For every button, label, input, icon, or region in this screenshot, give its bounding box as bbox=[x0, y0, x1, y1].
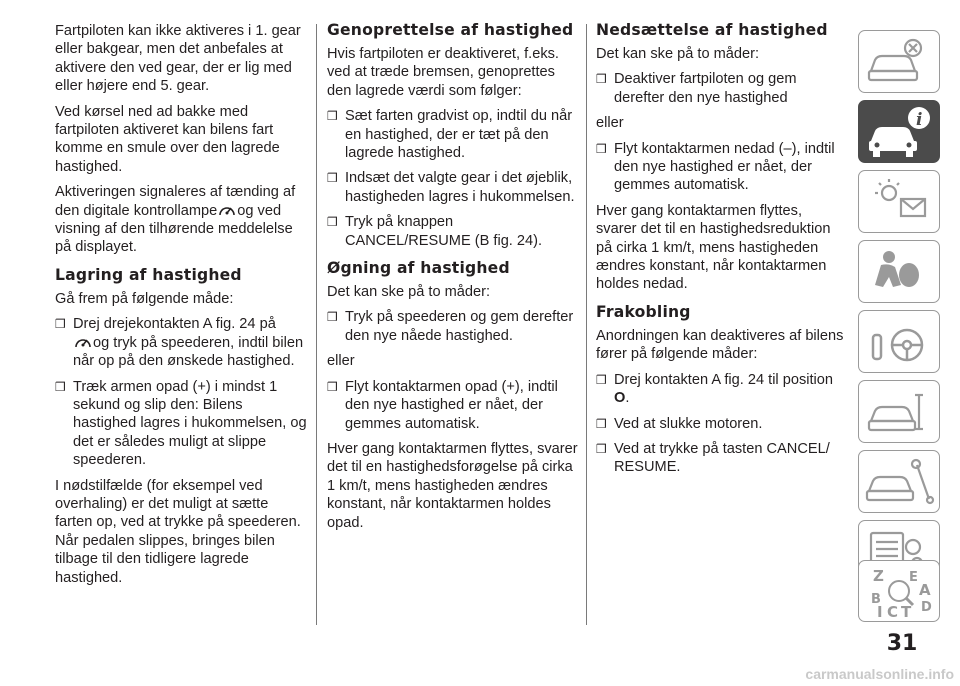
paragraph: eller bbox=[327, 353, 355, 370]
tab-maintenance[interactable] bbox=[858, 450, 940, 513]
bullet-item bbox=[596, 371, 846, 408]
checkbox-bullet-icon: ❒ bbox=[55, 317, 66, 332]
checkbox-bullet-icon: ❒ bbox=[596, 416, 607, 431]
bullet-item bbox=[327, 169, 579, 206]
text: Indsæt det valgte gear i det øjeblik, hastigheden lagres i hukommelsen. bbox=[345, 170, 575, 205]
svg-text:B: B bbox=[871, 592, 881, 607]
paragraph: Ved kørsel ned ad bakke med fartpiloten aktiveret kan bilens fart komme en smule over den lagrede hastighed. bbox=[55, 103, 280, 175]
tab-info[interactable] bbox=[858, 100, 940, 163]
text: Sæt farten gradvist op, indtil du når en hastighed, der er tæt på den lagrede hastighed. bbox=[345, 108, 573, 162]
column-2 bbox=[327, 22, 579, 539]
svg-text:I: I bbox=[877, 603, 883, 621]
tab-dashboard[interactable] bbox=[858, 30, 940, 93]
heading-genoprettelse: Genoprettelse af hastighed bbox=[327, 21, 574, 39]
text: Træk armen opad (+) i mindst 1 sekund og slip den: Bilens hastighed lagres i hukommelsen, og det er således muligt at slippe speederen. bbox=[73, 378, 307, 469]
text: Aktiveringen signaleres af tænding af den digitale kontrollampe bbox=[55, 184, 296, 219]
car-info-icon bbox=[859, 101, 941, 164]
text: Drej drejekontakten A fig. 24 på bbox=[73, 316, 276, 333]
tab-emergency[interactable] bbox=[858, 380, 940, 443]
tab-starting-driving[interactable] bbox=[858, 310, 940, 373]
svg-text:i: i bbox=[916, 110, 923, 130]
car-maintenance-icon bbox=[859, 451, 941, 514]
bullet-item bbox=[596, 440, 846, 477]
cruise-control-icon bbox=[73, 335, 93, 349]
column-3 bbox=[596, 22, 846, 484]
svg-text:D: D bbox=[921, 600, 932, 615]
heading-oegning: Øgning af hastighed bbox=[327, 259, 510, 278]
checkbox-bullet-icon: ❒ bbox=[327, 109, 338, 124]
text: Tryk på knappen CANCEL/RESUME (B fig. 24). bbox=[345, 214, 543, 249]
bullet-item bbox=[327, 378, 579, 433]
checkbox-bullet-icon: ❒ bbox=[596, 372, 607, 387]
heading-nedsaettelse: Nedsættelse af hastighed bbox=[596, 21, 828, 39]
column-divider bbox=[316, 24, 317, 625]
bullet-item bbox=[596, 140, 846, 195]
text: Flyt kontaktarmen nedad (–), indtil den nye hastighed er nået, der gemmes automatisk. bbox=[614, 140, 835, 194]
heading-lagring: Lagring af hastighed bbox=[55, 265, 242, 284]
paragraph: Hvis fartpiloten er deaktiveret, f.eks. ved at træde bremsen, genoprettes den lagrede værdi som følger: bbox=[327, 46, 559, 99]
checkbox-bullet-icon: ❒ bbox=[55, 379, 66, 394]
position-label: O bbox=[614, 390, 626, 407]
paragraph: Det kan ske på to måder: bbox=[596, 46, 760, 62]
svg-text:T: T bbox=[901, 603, 912, 621]
svg-text:C: C bbox=[887, 603, 899, 621]
light-warning-icon bbox=[859, 171, 941, 234]
paragraph: Fartpiloten kan ikke aktiveres i 1. gear eller bakgear, men det anbefales at aktivere den ved gear, der er lig med eller højere end 5. gear. bbox=[55, 23, 301, 95]
bullet-item bbox=[596, 415, 846, 433]
paragraph: Hver gang kontaktarmen flyttes, svarer det til en hastighedsforøgelse på cirka 1 km/t, mens hastigheden ændres konstant, når kontaktarmen holdes opad. bbox=[327, 440, 578, 531]
text: Ved at slukke motoren. bbox=[614, 415, 763, 432]
watermark: carmanualsonline.info bbox=[805, 666, 954, 682]
bullet-item bbox=[596, 70, 846, 107]
svg-text:A: A bbox=[919, 581, 931, 599]
steering-wheel-icon bbox=[859, 311, 941, 374]
paragraph: I nødstilfælde (for eksempel ved overhaling) er det muligt at sætte farten op, ved at trykke på speederen. Når pedalen slippes, bringes bilen tilbage til den tidligere lagrede hastighed. bbox=[55, 477, 301, 586]
checkbox-bullet-icon: ❒ bbox=[596, 441, 607, 456]
text: Flyt kontaktarmen opad (+), indtil den nye hastighed er nået, der gemmes automatisk. bbox=[345, 378, 558, 432]
bullet-item bbox=[327, 213, 579, 250]
car-dashboard-icon bbox=[859, 31, 941, 94]
paragraph bbox=[55, 183, 307, 257]
text: og ved visning af den tilhørende meddelelse på displayet. bbox=[55, 202, 293, 256]
heading-frakobling: Frakobling bbox=[596, 302, 691, 321]
bullet-item bbox=[327, 107, 579, 162]
checkbox-bullet-icon: ❒ bbox=[327, 215, 338, 230]
paragraph: eller bbox=[596, 115, 624, 132]
checkbox-bullet-icon: ❒ bbox=[327, 171, 338, 186]
tab-index[interactable] bbox=[858, 560, 940, 622]
paragraph: Hver gang kontaktarmen flyttes, svarer det til en hastighedsreduktion på cirka 1 km/t, mens hastigheden ændres konstant, når kontaktarmen holdes nedad. bbox=[596, 202, 831, 293]
text: og tryk på speederen, indtil bilen når op på den ønskede hastighed. bbox=[73, 334, 304, 370]
index-icon bbox=[859, 561, 941, 623]
page-number: 31 bbox=[886, 631, 918, 656]
svg-text:Z: Z bbox=[873, 567, 884, 585]
bullet-item bbox=[55, 378, 307, 470]
paragraph: Gå frem på følgende måde: bbox=[55, 290, 234, 307]
checkbox-bullet-icon: ❒ bbox=[327, 379, 338, 394]
text: Drej kontakten A fig. 24 til position bbox=[614, 371, 834, 388]
text: Ved at trykke på tasten CANCEL/ RESUME. bbox=[614, 440, 830, 476]
tab-lights-warnings[interactable] bbox=[858, 170, 940, 233]
paragraph: Anordningen kan deaktiveres af bilens fører på følgende måder: bbox=[596, 327, 844, 363]
checkbox-bullet-icon: ❒ bbox=[596, 72, 607, 87]
text: . bbox=[625, 390, 630, 407]
cruise-control-icon bbox=[217, 203, 237, 217]
checkbox-bullet-icon: ❒ bbox=[327, 310, 338, 325]
text: Tryk på speederen og gem derefter den nye nåede hastighed. bbox=[345, 309, 574, 344]
bullet-item bbox=[55, 315, 307, 370]
svg-text:E: E bbox=[909, 570, 918, 585]
tab-safety[interactable] bbox=[858, 240, 940, 303]
breakdown-emergency-icon bbox=[859, 381, 941, 444]
column-divider bbox=[586, 24, 587, 625]
column-1 bbox=[55, 22, 307, 594]
airbag-safety-icon bbox=[859, 241, 941, 304]
text: Deaktiver fartpiloten og gem derefter den nye hastighed bbox=[614, 71, 797, 106]
checkbox-bullet-icon: ❒ bbox=[596, 141, 607, 156]
paragraph: Det kan ske på to måder: bbox=[327, 284, 491, 301]
bullet-item bbox=[327, 308, 579, 345]
